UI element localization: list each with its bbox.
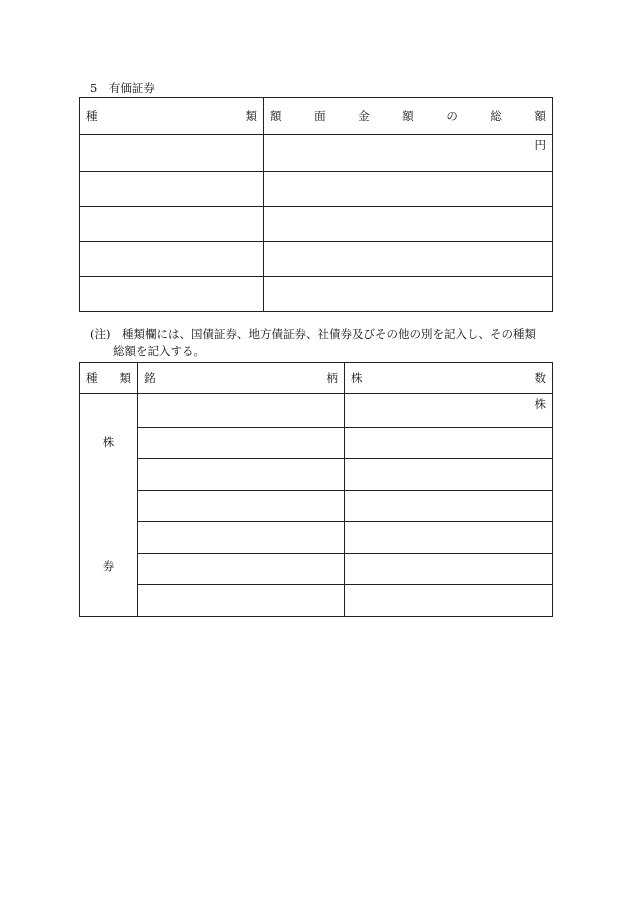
header-brand: 銘 柄 <box>138 363 345 394</box>
brand-cell[interactable] <box>138 522 345 554</box>
shares-cell[interactable] <box>345 427 553 459</box>
brand-cell[interactable] <box>138 427 345 459</box>
note-label: (注) <box>90 327 111 341</box>
table-row <box>80 522 553 554</box>
note-line1: 種類欄には、国債証券、地方債証券、社債券及びその他の別を記入し、その種類 <box>121 327 536 341</box>
header-total-face-value: 額 面 金 額 の 総 額 <box>264 98 553 135</box>
category-char-2: 券 <box>102 559 115 573</box>
amount-cell[interactable] <box>264 242 553 277</box>
header-kind: 種 類 <box>80 363 138 394</box>
table-row <box>80 553 553 585</box>
table-row <box>80 490 553 522</box>
table-row <box>80 277 553 312</box>
amount-cell[interactable] <box>264 172 553 207</box>
brand-cell[interactable] <box>138 553 345 585</box>
stock-certificates-table <box>79 362 553 617</box>
table-row <box>80 427 553 459</box>
amount-cell[interactable] <box>264 207 553 242</box>
table-row <box>80 135 553 172</box>
kind-cell[interactable] <box>80 277 264 312</box>
table-row <box>80 394 553 428</box>
table-row <box>80 585 553 617</box>
shares-cell[interactable] <box>345 522 553 554</box>
shares-cell[interactable] <box>345 394 553 428</box>
section-number: 5 <box>90 81 98 95</box>
section-title: 有価証券 <box>108 81 155 95</box>
category-char-1: 株 <box>102 435 115 449</box>
amount-cell[interactable] <box>264 277 553 312</box>
shares-cell[interactable] <box>345 459 553 491</box>
kind-cell[interactable] <box>80 242 264 277</box>
brand-cell[interactable] <box>138 490 345 522</box>
table-row <box>80 459 553 491</box>
kind-cell[interactable] <box>80 135 264 172</box>
brand-cell[interactable] <box>138 585 345 617</box>
unit-yen: 円 <box>534 138 546 152</box>
note-line2: 総額を記入する。 <box>113 344 205 358</box>
unit-shares: 株 <box>534 397 546 411</box>
table-header-row <box>80 98 553 135</box>
category-stock-certificate <box>80 394 138 617</box>
table-row <box>80 207 553 242</box>
kind-cell[interactable] <box>80 207 264 242</box>
brand-cell[interactable] <box>138 394 345 428</box>
shares-cell[interactable] <box>345 490 553 522</box>
header-shares: 株 数 <box>345 363 553 394</box>
shares-cell[interactable] <box>345 585 553 617</box>
table-header-row <box>80 363 553 394</box>
shares-cell[interactable] <box>345 553 553 585</box>
amount-cell[interactable] <box>264 135 553 172</box>
table-row <box>80 242 553 277</box>
header-kind: 種 類 <box>80 98 264 135</box>
section-heading <box>90 80 155 96</box>
table-row <box>80 172 553 207</box>
securities-amount-table <box>79 97 553 312</box>
brand-cell[interactable] <box>138 459 345 491</box>
kind-cell[interactable] <box>80 172 264 207</box>
note <box>90 326 536 360</box>
